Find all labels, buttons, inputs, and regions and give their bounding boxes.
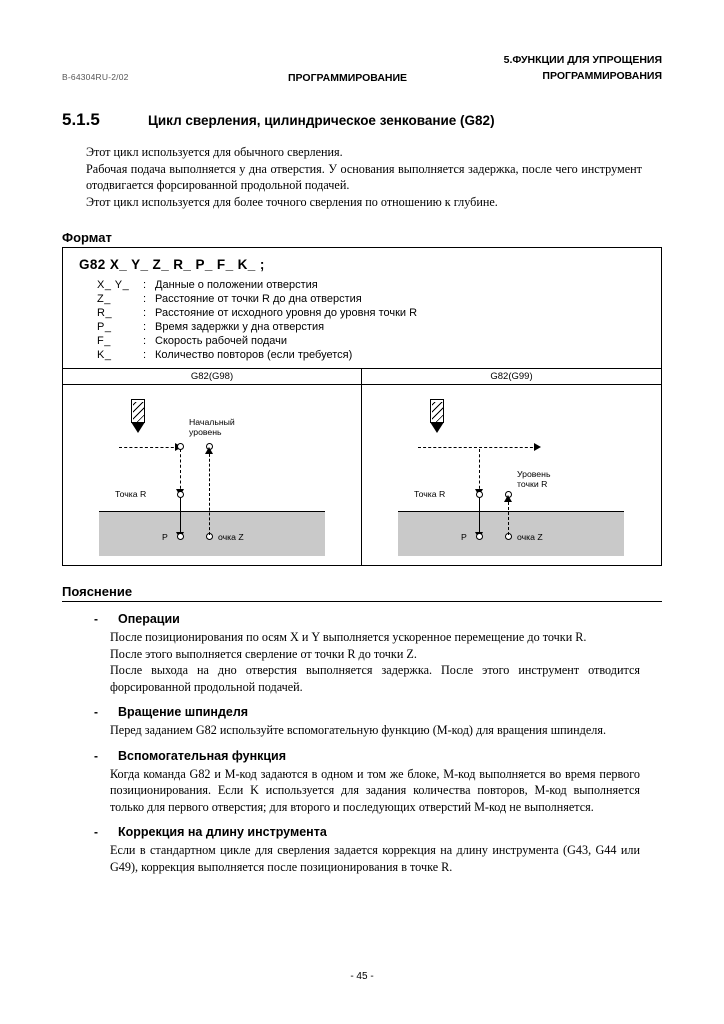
paragraph: Если в стандартном цикле для сверления задается коррекция на длину инструмента (G43, G44 или G49), коррекция выполняется после позиционирования в точке R. bbox=[110, 843, 640, 874]
document-code: B-64304RU-2/02 bbox=[62, 72, 129, 82]
header-center-title: ПРОГРАММИРОВАНИЕ bbox=[288, 72, 408, 84]
table-row bbox=[97, 348, 417, 362]
param-colon: : bbox=[143, 335, 147, 347]
drill-tool-icon bbox=[430, 399, 444, 433]
cycle-diagram bbox=[63, 368, 661, 565]
explanation-heading: Пояснение bbox=[62, 584, 133, 599]
explanation-item-miscellaneous bbox=[94, 749, 662, 763]
explanation-body-tool-length bbox=[110, 842, 640, 875]
table-row bbox=[97, 320, 417, 334]
point-r-label: Точка R bbox=[115, 489, 147, 499]
bullet-dash: - bbox=[94, 825, 98, 839]
drill-tip bbox=[430, 422, 444, 433]
level-r-label: Уровень точки R bbox=[517, 469, 551, 489]
diagram-g98-title: G82(G98) bbox=[63, 369, 361, 385]
param-symbol: P_ bbox=[97, 321, 112, 333]
rapid-down-line bbox=[479, 449, 480, 494]
explanation-body-spindle bbox=[110, 722, 640, 739]
explanation-item-spindle bbox=[94, 705, 662, 719]
param-description: Количество повторов (если требуется) bbox=[155, 349, 353, 361]
diagram-g99-title: G82(G99) bbox=[362, 369, 661, 385]
page-header bbox=[62, 48, 662, 88]
param-description: Скорость рабочей подачи bbox=[155, 335, 288, 347]
diagram-g98 bbox=[63, 369, 362, 565]
table-row bbox=[97, 292, 417, 306]
paragraph: После позиционирования по осям X и Y выполняется ускоренное перемещение до точки R. bbox=[110, 630, 587, 644]
param-symbol: X_ Y_ bbox=[97, 279, 130, 291]
explanation-item-operations bbox=[94, 612, 662, 626]
header-right-title bbox=[504, 52, 662, 84]
table-row bbox=[97, 306, 417, 320]
dwell-label-p: P bbox=[461, 532, 467, 542]
retract-arrow bbox=[504, 495, 512, 502]
format-parameter-table bbox=[97, 278, 417, 362]
param-symbol: K_ bbox=[97, 349, 112, 361]
section-title bbox=[62, 110, 662, 130]
bullet-dash: - bbox=[94, 612, 98, 626]
page-footer: - 45 - bbox=[350, 971, 374, 982]
explanation-body-operations bbox=[110, 629, 640, 695]
intro-line-2: Рабочая подача выполняется у дна отверстия. У основания выполняется задержка, после чего инструмент отодвигается форсированной продольной подачей. bbox=[86, 161, 642, 192]
section-heading: Цикл сверления, цилиндрическое зенкование (G82) bbox=[148, 113, 495, 128]
param-colon: : bbox=[143, 349, 147, 361]
point-z-label: очка Z bbox=[517, 532, 543, 542]
format-heading: Формат bbox=[62, 230, 112, 245]
table-row bbox=[97, 278, 417, 292]
param-colon: : bbox=[143, 279, 147, 291]
retract-arrow bbox=[205, 447, 213, 454]
paragraph: Когда команда G82 и M-код задаются в одном и том же блоке, M-код выполняется во время первого позиционирования. Если K используется для задания количества повторов, M-код выполняется только для первого отверстия; для второго и последующих отверстий M-код не выполняется. bbox=[110, 766, 640, 814]
param-symbol: F_ bbox=[97, 335, 111, 347]
subsection-title: Операции bbox=[118, 612, 180, 626]
format-box bbox=[62, 248, 662, 566]
param-description: Расстояние от точки R до дна отверстия bbox=[155, 293, 362, 305]
drill-flute bbox=[133, 402, 145, 422]
rapid-across-arrow bbox=[534, 443, 541, 451]
drill-body bbox=[430, 399, 444, 423]
param-colon: : bbox=[143, 321, 147, 333]
bottom-point-z bbox=[177, 533, 184, 540]
intro-paragraphs bbox=[86, 144, 642, 210]
param-colon: : bbox=[143, 307, 147, 319]
dwell-label-p: P bbox=[162, 532, 168, 542]
drill-flute bbox=[432, 402, 444, 422]
intro-line-1: Этот цикл используется для обычного сверления. bbox=[86, 145, 343, 159]
bullet-dash: - bbox=[94, 748, 98, 763]
diagram-g99-canvas bbox=[362, 385, 661, 556]
retract-line bbox=[508, 497, 509, 535]
param-description: Время задержки у дна отверстия bbox=[155, 321, 325, 333]
section-number: 5.1.5 bbox=[62, 110, 100, 129]
table-row bbox=[97, 334, 417, 348]
rapid-across-line bbox=[418, 447, 538, 448]
param-symbol: Z_ bbox=[97, 293, 111, 305]
initial-level-label: Начальный уровень bbox=[189, 417, 235, 437]
bullet-dash: - bbox=[94, 705, 98, 719]
header-right-line2: ПРОГРАММИРОВАНИЯ bbox=[542, 70, 662, 82]
point-r-label: Точка R bbox=[414, 489, 446, 499]
paragraph: После этого выполняется сверление от точки R до точки Z. bbox=[110, 646, 417, 661]
intro-line-3: Этот цикл используется для более точного сверления по отношению к глубине. bbox=[86, 194, 498, 209]
initial-level-line bbox=[119, 447, 179, 448]
paragraph: Перед заданием G82 используйте вспомогательную функцию (M-код) для вращения шпинделя. bbox=[110, 723, 606, 737]
retract-line bbox=[209, 449, 210, 535]
param-colon: : bbox=[143, 293, 147, 305]
bottom-point-z bbox=[476, 533, 483, 540]
point-r-marker bbox=[476, 491, 483, 498]
point-r-marker bbox=[177, 491, 184, 498]
header-right-line1: 5.ФУНКЦИИ ДЛЯ УПРОЩЕНИЯ bbox=[503, 54, 662, 66]
subsection-title: Вспомогательная функция bbox=[118, 748, 287, 763]
diagram-g99 bbox=[362, 369, 661, 565]
param-description: Расстояние от исходного уровня до уровня точки R bbox=[155, 307, 418, 319]
explanation-item-tool-length bbox=[94, 825, 662, 839]
diagram-g98-canvas bbox=[63, 385, 361, 556]
rapid-down-line bbox=[180, 449, 181, 494]
param-symbol: R_ bbox=[97, 307, 113, 319]
paragraph: После выхода на дно отверстия выполняется задержка. После этого инструмент отводится форсированной продольной подачей. bbox=[110, 663, 640, 694]
drill-body bbox=[131, 399, 145, 423]
point-z-label: очка Z bbox=[218, 532, 244, 542]
explanation-body-miscellaneous bbox=[110, 766, 640, 816]
drill-tip bbox=[131, 422, 145, 433]
subsection-title: Коррекция на длину инструмента bbox=[118, 825, 327, 839]
format-command: G82 X_ Y_ Z_ R_ P_ F_ K_ ; bbox=[79, 257, 265, 272]
explanation-rule bbox=[62, 601, 662, 602]
drill-tool-icon bbox=[131, 399, 145, 433]
subsection-title: Вращение шпинделя bbox=[118, 705, 249, 719]
param-description: Данные о положении отверстия bbox=[155, 279, 318, 291]
